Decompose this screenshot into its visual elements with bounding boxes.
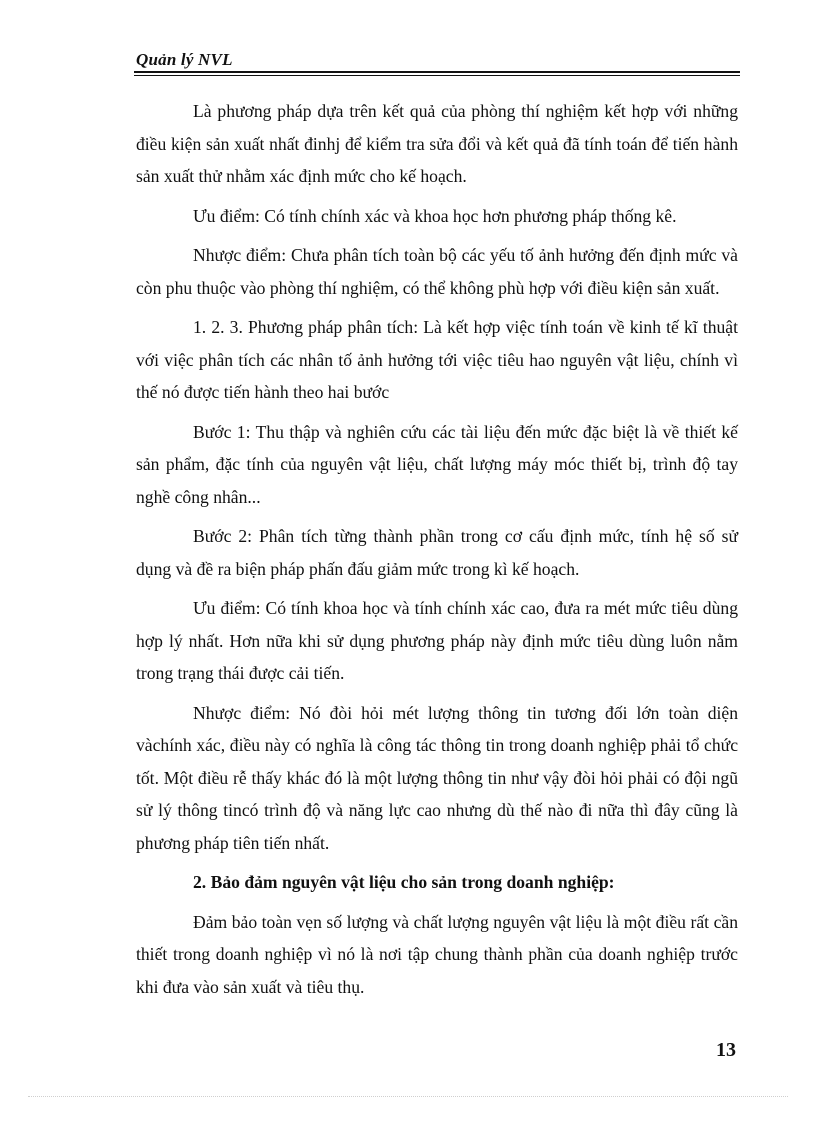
paragraph-disadvantage-1: Nhược điểm: Chưa phân tích toàn bộ các yếu tố ảnh hưởng đến định mức và còn phu thuộc vào phòng thí nghiệm, có thể không phù hợp với điều kiện sản xuất. xyxy=(136,245,738,298)
header-rule-thin xyxy=(134,75,740,76)
paragraph-advantage-2: Ưu điểm: Có tính khoa học và tính chính xác cao, đưa ra mét mức tiêu dùng hợp lý nhất. Hơn nữa khi sử dụng phương pháp này định mức tiêu dùng luôn nằm trong trạng thái được cải tiến. xyxy=(136,598,738,683)
header-rule-thick xyxy=(134,71,740,73)
footer-dotted-line xyxy=(28,1096,788,1097)
document-body xyxy=(136,95,738,1010)
paragraph-step-1: Bước 1: Thu thập và nghiên cứu các tài liệu đến mức đặc biệt là về thiết kế sản phẩm, đặc tính của nguyên vật liệu, chất lượng máy móc thiết bị, trình độ tay nghề công nhân... xyxy=(136,421,738,507)
page-number: 13 xyxy=(716,1039,736,1061)
paragraph-lab-method: Là phương pháp dựa trên kết quả của phòng thí nghiệm kết hợp với những điều kiện sản xuất nhất đinhj để kiểm tra sửa đổi và kết quả đã tính toán để tiến hành sản xuất thử nhằm xác định mức cho kế hoạch. xyxy=(136,101,738,186)
paragraph-disadvantage-2: Nhược điểm: Nó đòi hỏi mét lượng thông tin tương đối lớn toàn diện vàchính xác, điều này có nghĩa là công tác thông tin trong doanh nghiệp phải tổ chức tốt. Một điều rễ thấy khác đó là một lượng thông tin như vậy đòi hỏi phải có đội ngũ sử lý thông tincó trình độ và năng lực cao nhưng dù thế nào đi nữa thì đây cũng là phương pháp tiên tiến nhất. xyxy=(136,702,738,853)
section-heading: 2. Bảo đảm nguyên vật liệu cho sản trong doanh nghiệp: xyxy=(193,872,615,892)
paragraph-step-2: Bước 2: Phân tích từng thành phần trong cơ cấu định mức, tính hệ số sử dụng và đề ra biện pháp phấn đấu giảm mức trong kì kế hoạch. xyxy=(136,526,738,579)
paragraph-advantage-1: Ưu điểm: Có tính chính xác và khoa học hơn phương pháp thống kê. xyxy=(193,205,677,226)
paragraph-closing: Đảm bảo toàn vẹn số lượng và chất lượng nguyên vật liệu là một điều rất cần thiết trong doanh nghiệp vì nó là nơi tập chung thành phần của doanh nghiệp trước khi đưa vào sản xuất và tiêu thụ. xyxy=(136,911,738,997)
paragraph-analysis-method: 1. 2. 3. Phương pháp phân tích: Là kết hợp việc tính toán về kinh tế kĩ thuật với việc phân tích các nhân tố ảnh hưởng tới việc tiêu hao nguyên vật liệu, chính vì thế nó được tiến hành theo hai bước xyxy=(136,317,738,402)
header-title: Quản lý NVL xyxy=(136,50,233,69)
